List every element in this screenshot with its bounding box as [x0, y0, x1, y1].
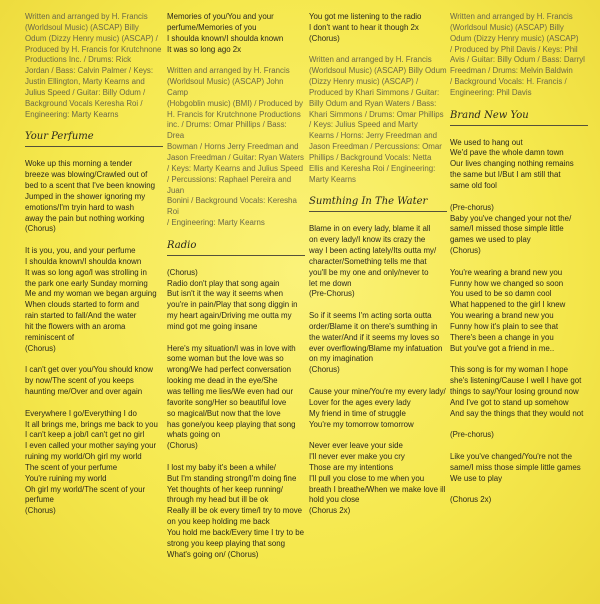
lyric-stanza: Here's my situation/I was in love with some woman but the love was so wrong/We had perfect conversation looking me dead in the eye/She was telling me lies/We even had our favorite song/Her so beautiful love so magical/But now that the love has gone/you keep playing that song whats going on (Chorus) [167, 343, 296, 451]
lyric-stanza: Cause your mine/You're my every lady/ Lover for the ages every lady My friend in time of struggle You're my tomorrow tomorrow [309, 387, 446, 429]
lyric-stanza: I lost my baby it's been a while/ But I'm standing strong/I'm doing fine Yet thoughts of her keep running/ through my head but ill be ok Really ill be ok every time/I try to move on you keep holding me back You hold me back/Every time I try to be strong you keep playing that song What's going on/ (Chorus) [167, 462, 304, 559]
lyric-stanza: This song is for my woman I hope she's listening/Cause I well I have got things to say/Your losing ground now And I've got to stand up somehow And say the things that they would not [450, 365, 584, 418]
lyric-stanza: Memories of you/You and your perfume/Memories of you I shoulda known/I shoulda known It was so long ago 2x [167, 12, 284, 54]
lyric-stanza: Blame in on every lady, blame it all on every lady/I know its crazy the way I been acting lately/Its outta my/ character/Something tells me that you'll be my one and only/never to let me down (Pre-Chorus) [309, 224, 437, 299]
credits-brand-new-you: Written and arranged by H. Francis (Worldsoul Music) (ASCAP) Billy Odum (Dizzy Henry music) (ASCAP) / Produced by Phil Davis / Keys: Phil Avis / Guitar: Billy Odum / Bass: Darryl Freedman / Drums: Melvin Baldwin / Background Vocals: H. Francis / Engineering: Phil Davis [450, 12, 585, 97]
column-2 [167, 12, 305, 571]
lyric-stanza: (Chorus) Radio don't play that song again But isn't it the way it seems when you're in pain/Play that song diggin in my heart again/Driving me outta my mind got me going insane [167, 267, 298, 331]
song-title-sumthing-in-the-water: Sumthing In The Water [309, 196, 447, 212]
lyric-stanza: Like you've changed/You're not the same/I miss those simple little games We use to play [450, 452, 581, 483]
lyric-stanza: Everywhere I go/Everything I do It all brings me, brings me back to you I can't keep a job/I can't get no girl I even called your mother saying your ruining my world/Oh girl my world The scent of your perfume You're ruining my world Oh girl my world/The scent of your perfume (Chorus) [25, 408, 158, 516]
lyric-stanza: We used to hang out We'd pave the whole damn town Our lives changing nothing remains the same but I/But I am still that same old fool [450, 137, 574, 190]
lyric-stanza: (Chorus 2x) [450, 495, 492, 505]
credits-your-perfume: Written and arranged by H. Francis (Worldsoul Music) (ASCAP) Billy Odum (Dizzy Henry music) (ASCAP) / Produced by H. Francis for Krutchnone Productions Inc. / Drums: Rick Jordan / Bass: Calvin Palmer / Keys: Justin Ellington, Marty Kearns and Julius Speed / Guitar: Billy Odum / Background Vocals Keresha Roi / Engineering: Marty Kearns [25, 12, 162, 119]
lyric-stanza: You're wearing a brand new you Funny how we changed so soon You used to be so damn cool What happened to the girl I knew You wearing a brand new you Funny how it's plain to see that There's been a change in you But you've got a friend in me.. [450, 267, 566, 353]
lyric-stanza: It is you, you, and your perfume I shoulda known/I shoulda known It was so long ago/I was strolling in the park one early Sunday morning Me and my woman we began arguing When clouds started to form and rain started to fall/And the water hit the flowers with an aroma reminiscent of (Chorus) [25, 246, 157, 353]
credits-sumthing-in-the-water: Written and arranged by H. Francis (Worldsoul Music) (ASCAP) Billy Odum (Dizzy Henry music) (ASCAP) / Produced by Khari Simmons / Guitar: Billy Odum and Ryan Waters / Bass: Khari Simmons / Drums: Omar Phillips / Keys: Julius Speed and Marty Kearns / Horns: Jerry Freedman and Jason Freedman / Percussions: Omar Phillips / Background Vocals: Netta Ellis and Keresha Roi / Engineering: Marty Kearns [309, 55, 447, 184]
song-title-your-perfume: Your Perfume [25, 131, 163, 147]
song-title-brand-new-you: Brand New You [450, 110, 588, 126]
column-1 [25, 12, 163, 528]
lyric-stanza: Never ever leave your side I'll never ever make you cry Those are my intentions I'll pull you close to me when you breath I breathe/When we make love ill hold you close (Chorus 2x) [309, 441, 446, 516]
column-4 [450, 12, 588, 517]
lyric-stanza: You got me listening to the radio I don't want to hear it though 2x (Chorus) [309, 12, 422, 43]
column-3 [309, 12, 447, 528]
lyric-stanza: So if it seems I'm acting sorta outta order/Blame it on there's sumthing in the water/And if it seems my loves so ever overflowing/Blame my infatuation on my imagination (Chorus) [309, 311, 443, 375]
song-title-radio: Radio [167, 240, 305, 256]
lyric-stanza: (Pre-chorus) [450, 430, 494, 440]
lyric-stanza: (Pre-chorus) Baby you've changed your not the/ same/I missed those simple little games we used to play (Chorus) [450, 202, 572, 256]
lyric-stanza: I can't get over you/You should know by now/The scent of you keeps haunting me/Over and over again [25, 365, 153, 396]
lyric-stanza: Woke up this morning a tender breeze was blowing/Crawled out of bed to a scent that I've been knowing Jumped in the shower ignoring my emotions/I'm tryin hard to wash away the pain but nothing working (Chorus) [25, 159, 156, 234]
credits-radio: Written and arranged by H. Francis (Worldsoul Music) (ASCAP) John Camp (Hobgoblin music) (BMI) / Produced by H. Francis for Krutchnone Productions inc. / Drums: Omar Phillips / Bass: Drea Bowman / Horns Jerry Freedman and Jason Freedman / Guitar: Ryan Waters / Keys: Marty Kearns and Julius Speed / Percussions: Raphael Pereira and Juan Bonini / Background Vocals: Keresha Roi / Engineering: Marty Kearns [167, 66, 304, 228]
